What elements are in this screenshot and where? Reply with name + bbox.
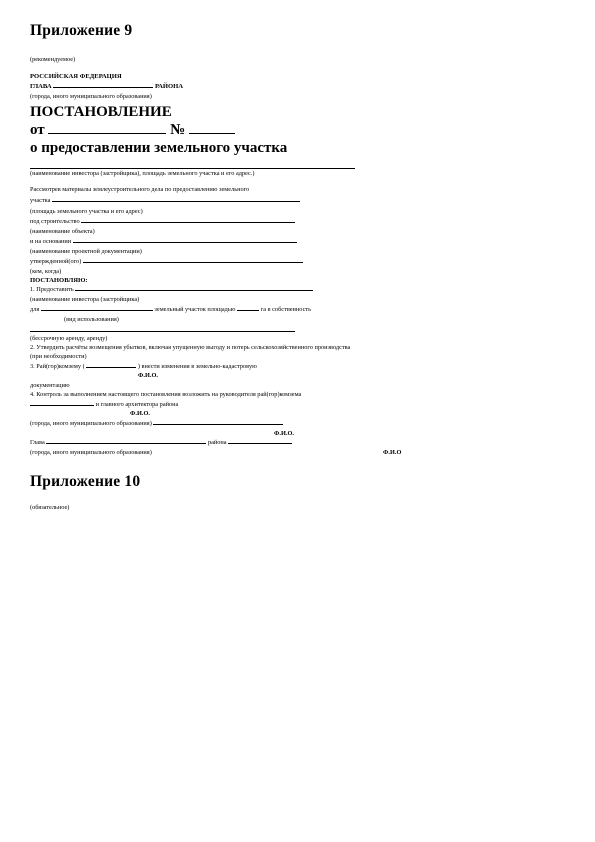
fio-4: Ф.И.О [383, 449, 402, 456]
construction-label: под строительство [30, 218, 80, 225]
approved-caption: (кем, когда) [30, 268, 62, 275]
head-label-2: Глава [30, 439, 45, 446]
item2-text: 2. Утвердить расчёты возмещения убытков, включая упущенную выгоду и потерь сельскохозяйственного производства [30, 344, 351, 351]
municipality-line-2 [30, 421, 283, 427]
considered-text: Рассмотрев материалы землеустроительного дела по предоставлению земельного [30, 186, 250, 193]
approved-label: утвержденной(ого) [30, 258, 82, 265]
head-line [30, 84, 183, 91]
investor-caption-2: (наименование инвестора (застройщика) [30, 296, 140, 303]
chief-architect-line [30, 402, 178, 408]
head-blank [53, 86, 153, 88]
according-label: и на основании [30, 238, 72, 245]
head-line-2 [30, 440, 292, 446]
documentation-text: документацию [30, 382, 70, 389]
chief-architect-label: и главного архитектора района [95, 401, 179, 408]
item1-line [30, 287, 313, 293]
for-label: для [30, 306, 40, 313]
lease-line [30, 331, 295, 332]
municipality-blank-2 [153, 423, 283, 425]
investor-caption: (наименование инвестора (застройщика), площадь земельного участка и его адрес.) [30, 170, 255, 177]
district-label: РАЙОНА [154, 83, 184, 90]
fio-3: Ф.И.О. [274, 430, 294, 437]
number-blank [189, 132, 235, 134]
appendix-9-title: Приложение 9 [30, 22, 133, 39]
item3-end: ) внести изменения в земельно-кадастровую [137, 363, 257, 370]
plot-blank [52, 200, 300, 202]
district-label-2: района [207, 439, 227, 446]
for-blank [41, 309, 153, 311]
item1-blank [75, 289, 313, 291]
item3-blank [86, 366, 136, 368]
fio-1: Ф.И.О. [138, 372, 158, 379]
fio-2: Ф.И.О. [130, 410, 150, 417]
appendix-10-note: (обязательное) [30, 504, 70, 511]
from-label: от [30, 122, 45, 138]
for-line [30, 307, 311, 313]
use-caption: (вид использования) [64, 316, 119, 323]
district-blank-2 [228, 442, 292, 444]
resolve-label: ПОСТАНОВЛЯЮ: [30, 277, 88, 284]
item2-caption: (при необходимости) [30, 353, 87, 360]
decree-title: ПОСТАНОВЛЕНИЕ [30, 104, 172, 120]
plot-line [30, 198, 300, 204]
according-blank [73, 241, 297, 243]
item1-label: 1. Предоставить [30, 286, 74, 293]
approved-blank [83, 261, 303, 263]
project-caption: (наименование проектной документации) [30, 248, 142, 255]
according-line [30, 239, 297, 245]
date-blank [48, 132, 166, 134]
appendix-9-note: (рекомендуемое) [30, 56, 76, 63]
head-label: ГЛАВА [30, 83, 52, 90]
item3-line [30, 364, 257, 370]
head-blank-2 [46, 442, 206, 444]
federation-label: РОССИЙСКАЯ ФЕДЕРАЦИЯ [30, 73, 122, 80]
plot-label: участка [30, 197, 51, 204]
appendix-10-title: Приложение 10 [30, 473, 141, 490]
municipality-caption-3: (города, иного муниципального образования) [30, 449, 152, 456]
number-label: № [170, 122, 186, 138]
investor-line [30, 168, 355, 169]
area-blank [237, 309, 259, 311]
object-caption: (наименование объекта) [30, 228, 95, 235]
municipality-caption: (города, иного муниципального образования) [30, 93, 152, 100]
municipality-caption-2: (города, иного муниципального образования) [30, 420, 152, 427]
item4-text: 4. Контроль за выполнением настоящего постановления возложить на руководителя рай(гор)комзема [30, 391, 302, 398]
construction-blank [81, 221, 295, 223]
plot-caption: (площадь земельного участка и его адрес) [30, 208, 143, 215]
lease-caption: (бессрочную аренду, аренду) [30, 335, 108, 342]
land-area-label: земельный участок площадью [154, 306, 236, 313]
decree-subject: о предоставлении земельного участка [30, 140, 288, 156]
construction-line [30, 219, 295, 225]
item3-start: 3. Рай(гор)комзему ( [30, 363, 85, 370]
ownership-label: га в собственность [260, 306, 312, 313]
chief-blank [30, 404, 94, 406]
approved-line [30, 259, 303, 265]
decree-date-number-line [30, 123, 235, 138]
